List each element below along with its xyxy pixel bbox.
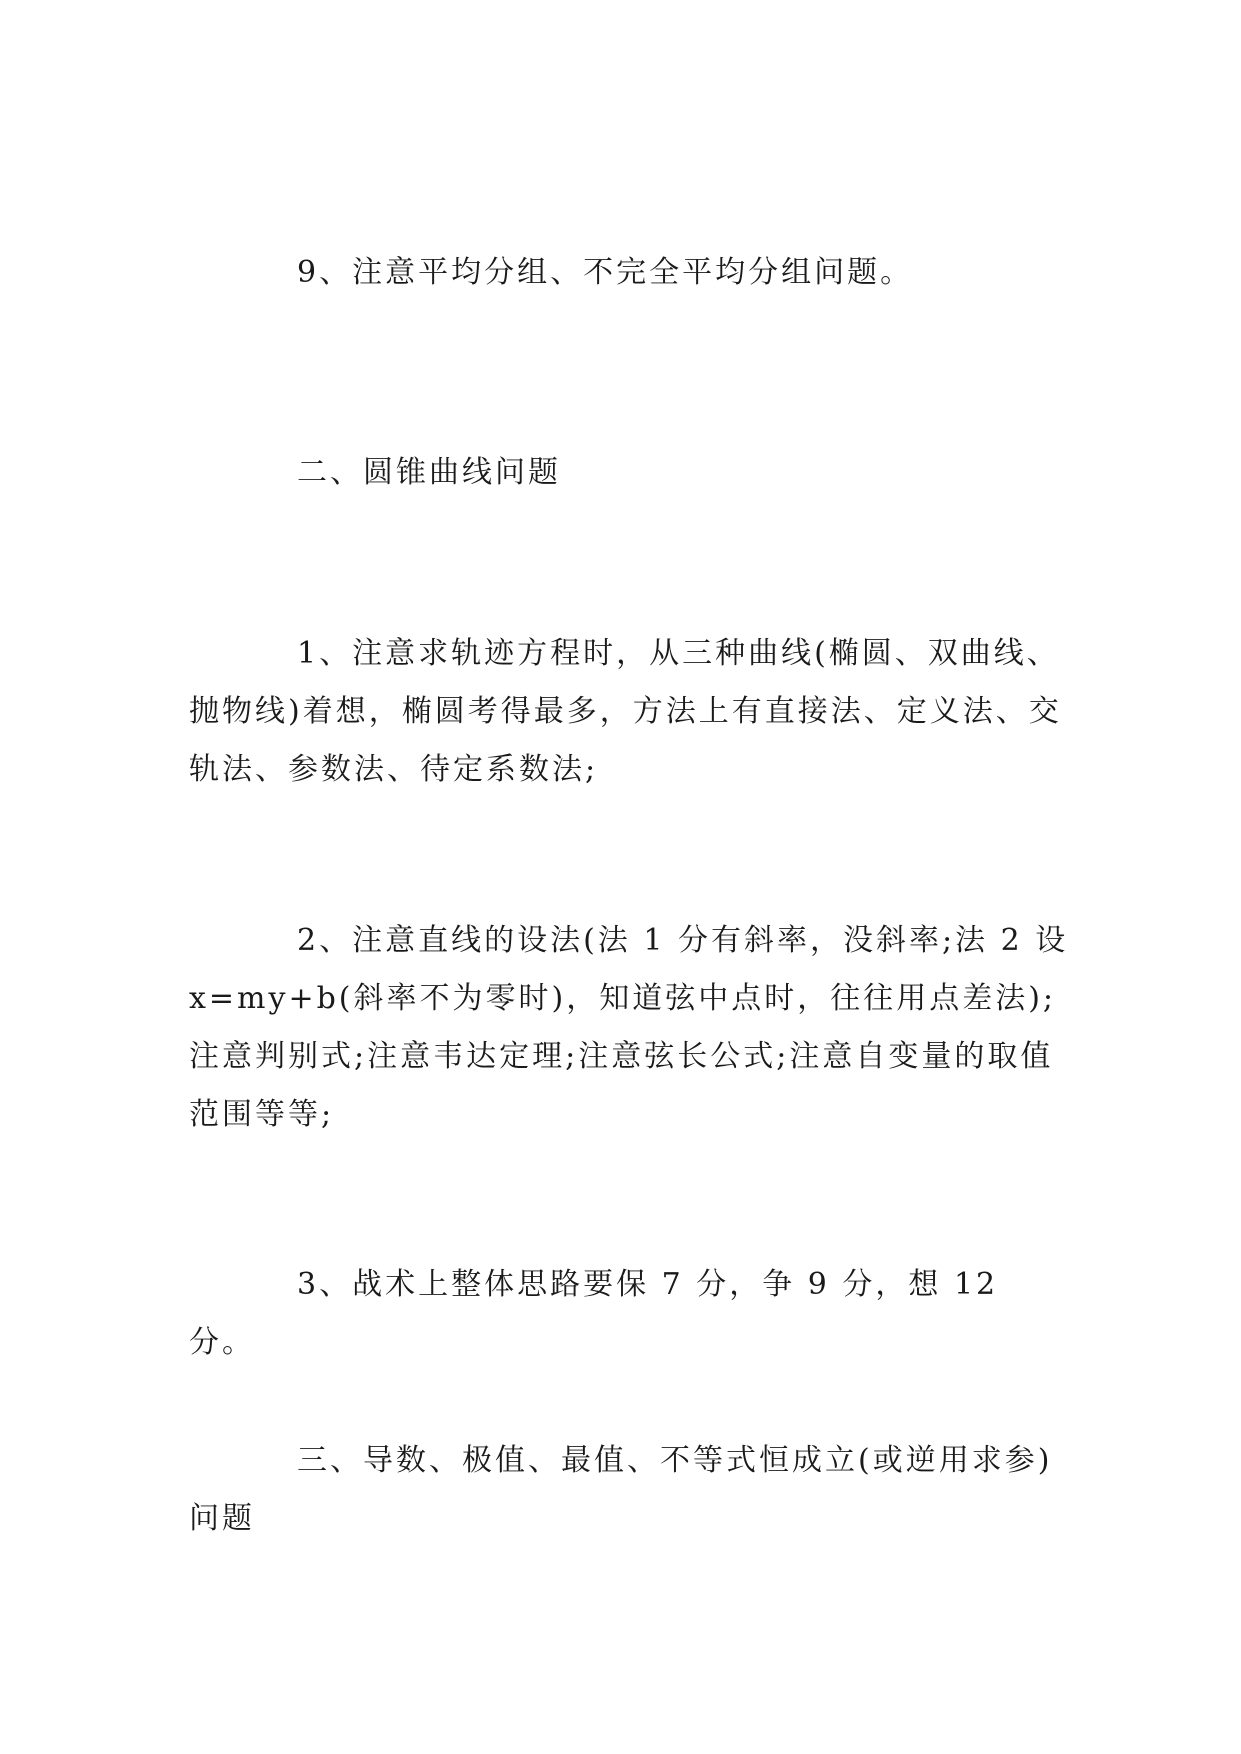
section-heading-conic-sections: 二、圆锥曲线问题	[297, 455, 561, 490]
paragraph-grouping-note: 9、注意平均分组、不完全平均分组问题。	[297, 255, 914, 290]
paragraph-locus-equation: 1、注意求轨迹方程时，从三种曲线(椭圆、双曲线、抛物线)着想，椭圆考得最多，方法上有直接法、定义法、交轨法、参数法、待定系数法;	[189, 636, 1062, 787]
paragraph-line-setup: 2、注意直线的设法(法 1 分有斜率，没斜率;法 2 设 x=my+b(斜率不为零时)，知道弦中点时，往往用点差法);注意判别式;注意韦达定理;注意弦长公式;注意自变量的取值范围等等;	[189, 923, 1069, 1132]
paragraph-strategy: 3、战术上整体思路要保 7 分，争 9 分，想 12 分。	[189, 1267, 999, 1360]
section-heading-derivatives: 三、导数、极值、最值、不等式恒成立(或逆用求参)问题	[189, 1443, 1053, 1536]
